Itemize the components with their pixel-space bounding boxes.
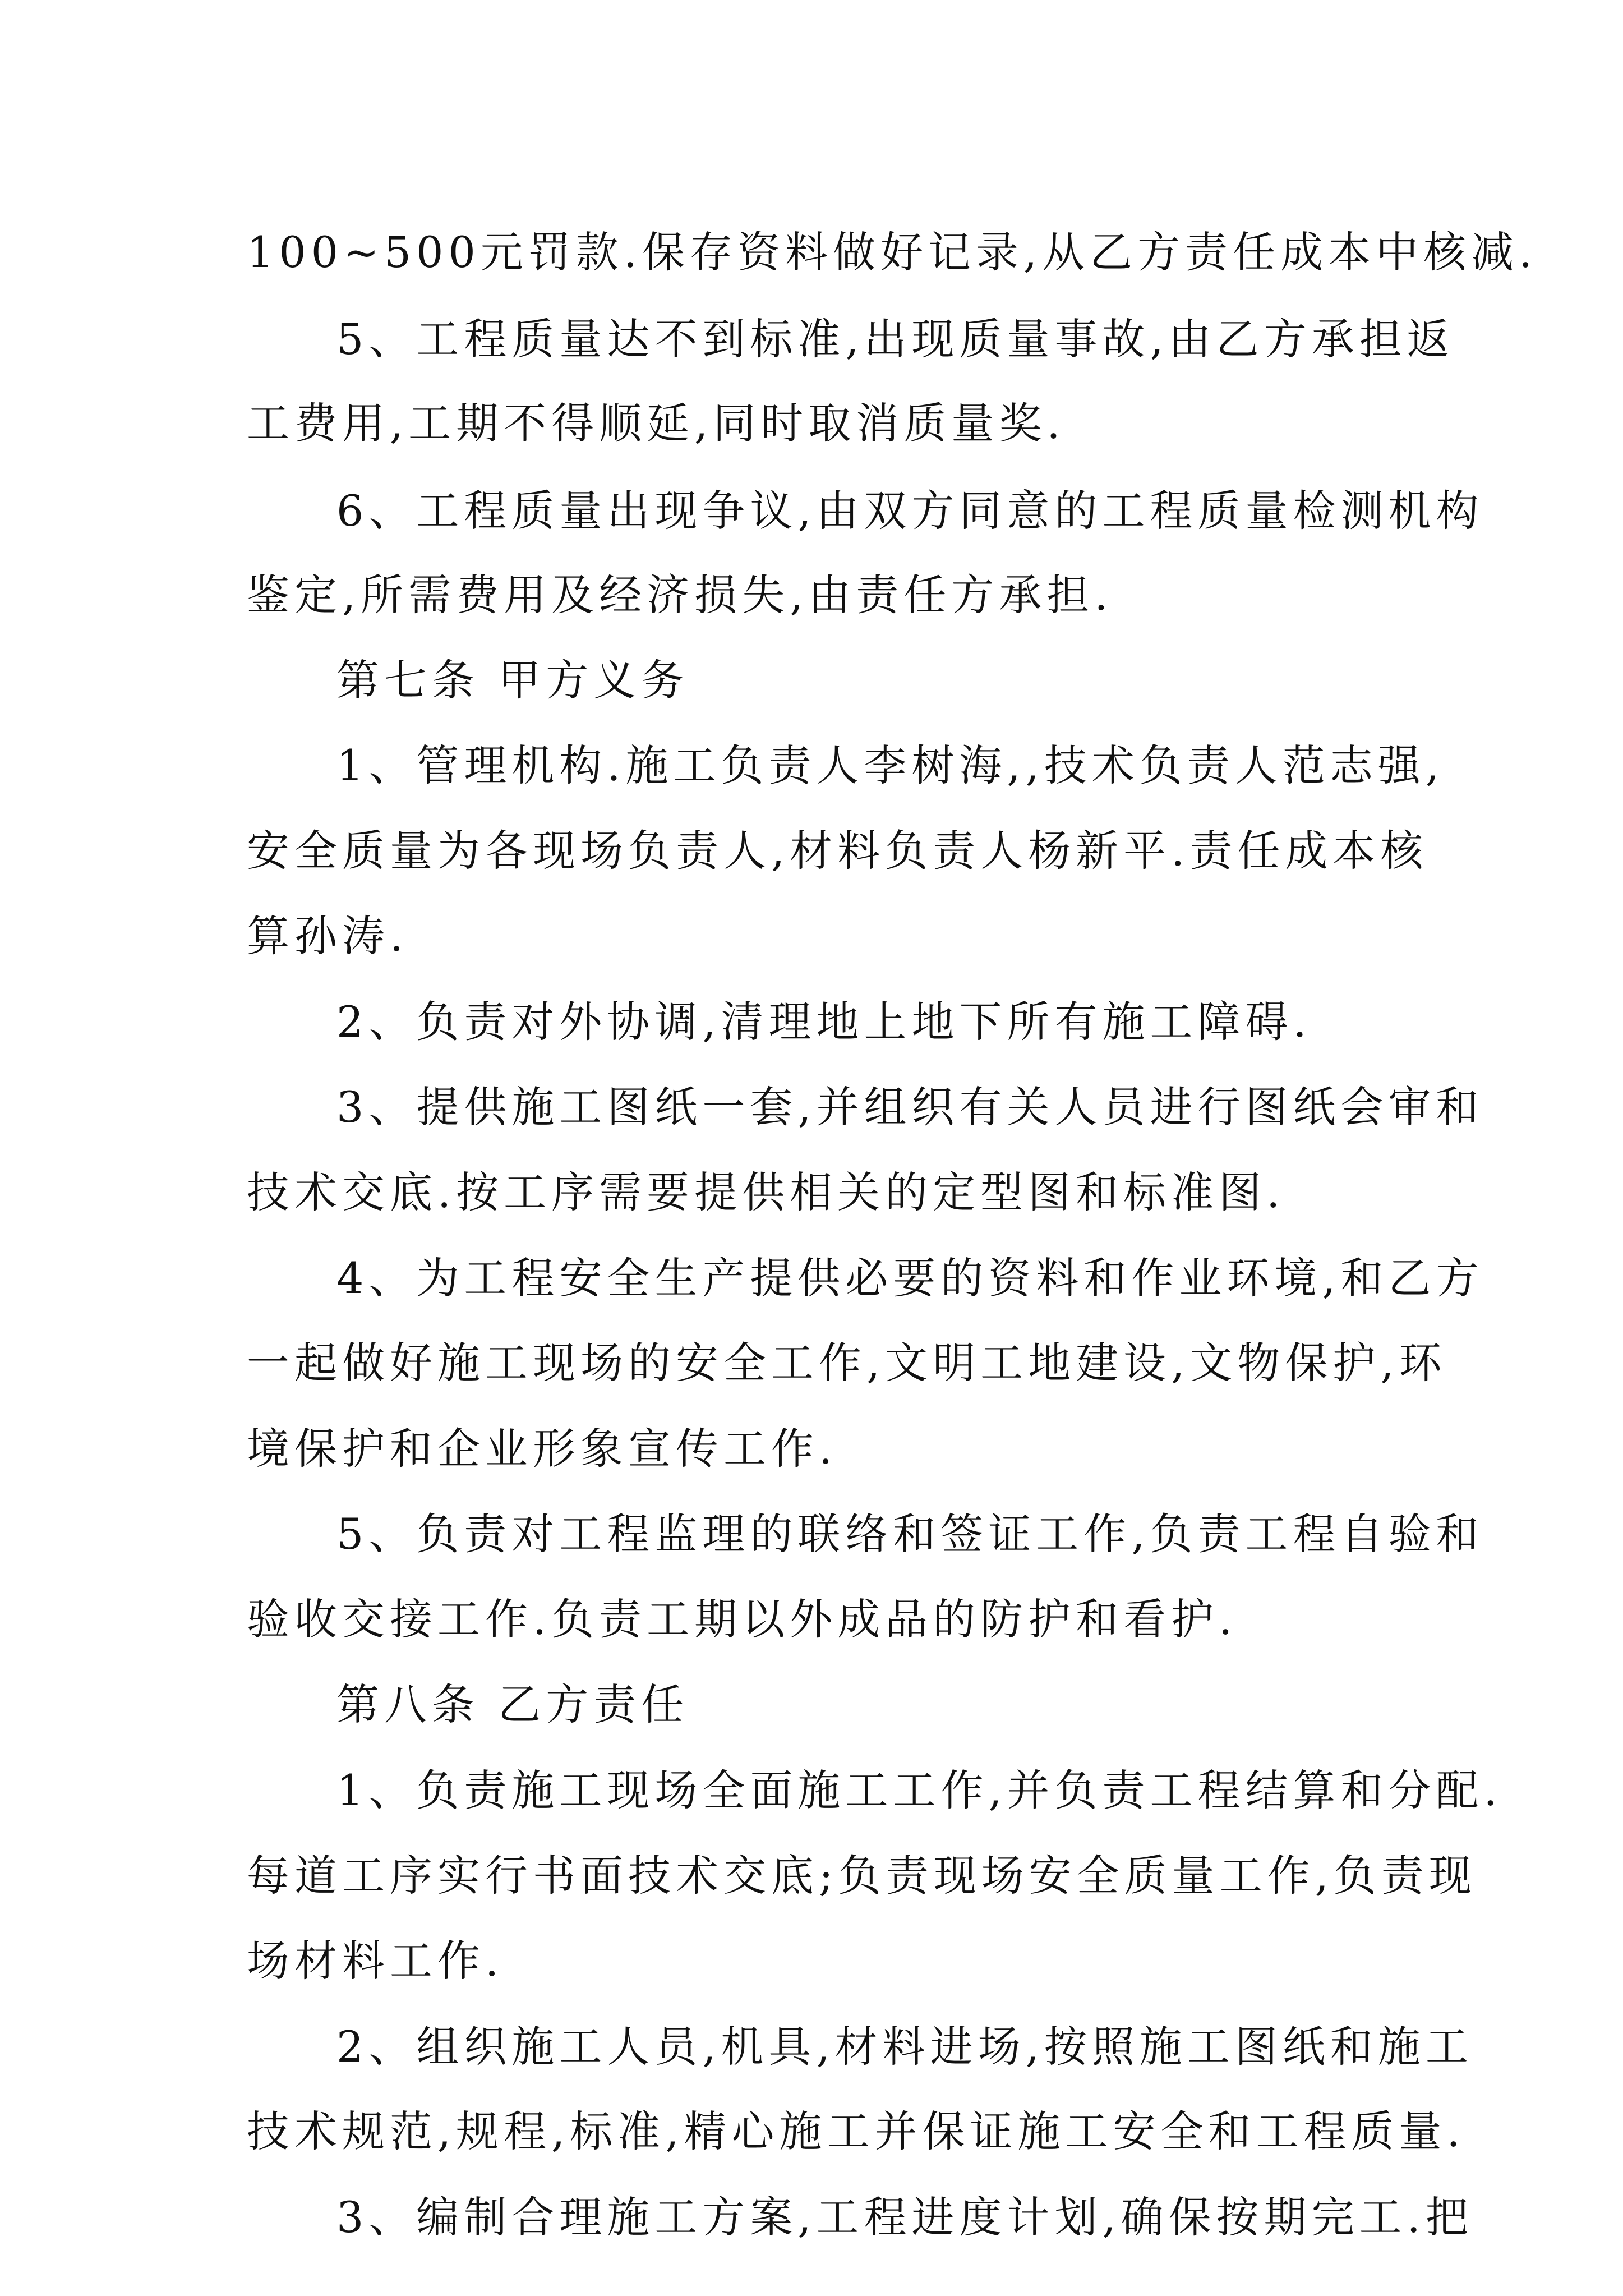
text-line: 验收交接工作.负责工期以外成品的防护和看护. bbox=[247, 1594, 1238, 1645]
text-line: 一起做好施工现场的安全工作,文明工地建设,文物保护,环 bbox=[247, 1338, 1447, 1388]
section-heading: 第八条 乙方责任 bbox=[336, 1680, 689, 1730]
text-line: 3、编制合理施工方案,工程进度计划,确保按期完工.把 bbox=[336, 2192, 1473, 2242]
text-line: 1、负责施工现场全面施工工作,并负责工程结算和分配. bbox=[336, 1765, 1502, 1815]
text-line: 2、负责对外协调,清理地上地下所有施工障碍. bbox=[336, 996, 1312, 1047]
text-line: 4、为工程安全生产提供必要的资料和作业环境,和乙方 bbox=[336, 1253, 1484, 1303]
text-line: 场材料工作. bbox=[247, 1936, 504, 1986]
text-line: 2、组织施工人员,机具,材料进场,按照施工图纸和施工 bbox=[336, 2021, 1473, 2072]
text-line: 6、工程质量出现争议,由双方同意的工程质量检测机构 bbox=[336, 485, 1484, 536]
text-line: 技术规范,规程,标准,精心施工并保证施工安全和工程质量. bbox=[247, 2106, 1465, 2157]
text-line: 算孙涛. bbox=[247, 911, 409, 961]
text-line: 技术交底.按工序需要提供相关的定型图和标准图. bbox=[247, 1167, 1285, 1218]
text-line: 100~500元罚款.保存资料做好记录,从乙方责任成本中核减. bbox=[247, 227, 1538, 277]
text-line: 境保护和企业形象宣传工作. bbox=[247, 1424, 838, 1474]
section-heading: 第七条 甲方义务 bbox=[336, 655, 689, 706]
text-line: 5、负责对工程监理的联络和签证工作,负责工程自验和 bbox=[336, 1508, 1484, 1559]
text-line: 安全质量为各现场负责人,材料负责人杨新平.责任成本核 bbox=[247, 826, 1428, 876]
text-line: 工费用,工期不得顺延,同时取消质量奖. bbox=[247, 398, 1066, 449]
text-line: 3、提供施工图纸一套,并组织有关人员进行图纸会审和 bbox=[336, 1082, 1484, 1133]
text-line: 1、管理机构.施工负责人李树海,,技术负责人范志强, bbox=[336, 740, 1444, 790]
text-line: 每道工序实行书面技术交底;负责现场安全质量工作,负责现 bbox=[247, 1851, 1477, 1901]
text-line: 鉴定,所需费用及经济损失,由责任方承担. bbox=[247, 569, 1113, 620]
text-line: 5、工程质量达不到标准,出现质量事故,由乙方承担返 bbox=[336, 314, 1455, 365]
